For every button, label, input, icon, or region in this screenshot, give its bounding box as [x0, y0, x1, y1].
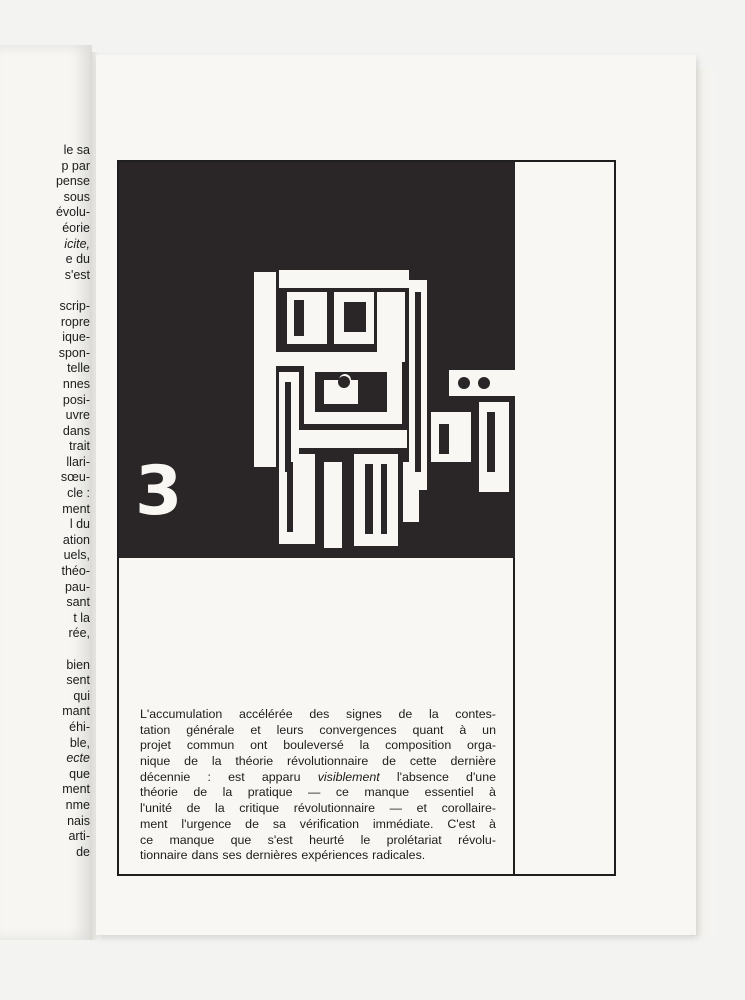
- left-page-line: ropre: [60, 314, 90, 329]
- caption-line: ment l'urgence de sa vérification immédiate. C'est à: [140, 816, 496, 831]
- left-page-line: pau-: [64, 579, 90, 594]
- caption-line: nique de la théorie révolutionnaire de cette dernière: [140, 754, 496, 769]
- left-page-line: ment: [62, 501, 90, 516]
- left-page-text: [0, 143, 92, 860]
- left-page-line: [0, 642, 92, 658]
- left-page-line: sœu-: [60, 470, 90, 485]
- left-page-line: e du: [65, 252, 90, 267]
- left-page-line: [0, 283, 92, 299]
- left-page: [0, 45, 92, 940]
- caption-line: l'unité de la critique révolutionnaire — et corollaire-: [140, 801, 496, 816]
- left-page-line: nme: [65, 797, 90, 812]
- left-page-line: l du: [69, 517, 90, 532]
- caption-line: tionnaire dans ses dernières expériences radicales.: [140, 848, 426, 863]
- left-page-line: théo-: [61, 564, 90, 579]
- caption-line: décennie : est apparu visiblement l'absence d'une: [140, 769, 496, 784]
- left-page-line: évolu-: [55, 205, 90, 220]
- left-page-line: s'est: [64, 267, 90, 282]
- left-page-line: éhi-: [69, 719, 90, 734]
- left-page-line: nais: [67, 813, 90, 828]
- left-page-line: ique-: [62, 330, 90, 345]
- caption-line: L'accumulation accélérée des signes de la contes-: [140, 707, 496, 721]
- left-page-line: telle: [67, 361, 90, 376]
- left-page-line: le sa: [63, 143, 90, 157]
- caption-line: tation générale et leurs convergences quant à un: [140, 722, 496, 737]
- left-page-line: sous: [63, 189, 90, 204]
- caption-line: ce manque que s'est heurté le prolétariat révolu-: [140, 832, 496, 847]
- left-page-line: rée,: [68, 626, 90, 641]
- left-page-line: scrip-: [59, 298, 90, 313]
- left-page-line: trait: [69, 439, 90, 454]
- left-page-line: bien: [66, 657, 90, 672]
- left-page-line: pense: [55, 174, 90, 189]
- frame-divider: [513, 556, 515, 874]
- left-page-line: uvre: [65, 408, 90, 423]
- left-page-line: sent: [66, 673, 90, 688]
- left-page-line: ble,: [69, 735, 90, 750]
- left-page-line: spon-: [58, 345, 90, 360]
- left-page-line: llari-: [66, 454, 90, 469]
- left-page-line: de: [76, 844, 90, 859]
- figure-number: 3: [135, 452, 183, 531]
- left-page-line: éorie: [62, 220, 90, 235]
- caption-line: théorie de la pratique — ce manque essentiel à: [140, 785, 496, 800]
- left-page-line: que: [69, 766, 90, 781]
- left-page-line: ment: [62, 782, 90, 797]
- left-page-line: p par: [61, 158, 90, 173]
- woodcut-illustration: [119, 162, 515, 558]
- left-page-line: mant: [62, 704, 90, 719]
- left-page-line: t la: [73, 610, 90, 625]
- left-page-line: nnes: [62, 376, 90, 391]
- caption-paragraph: [140, 707, 496, 864]
- left-page-line: icite,: [64, 236, 90, 251]
- left-page-line: sant: [66, 595, 90, 610]
- caption-line: projet commun ont bouleversé la composition orga-: [140, 738, 496, 753]
- left-page-line: qui: [73, 688, 90, 703]
- left-page-line: ecte: [66, 751, 90, 766]
- left-page-line: posi-: [62, 392, 90, 407]
- left-page-line: cle :: [67, 486, 90, 501]
- left-page-line: arti-: [68, 829, 90, 844]
- left-page-line: ation: [62, 532, 90, 547]
- left-page-line: dans: [62, 423, 90, 438]
- left-page-line: uels,: [63, 548, 90, 563]
